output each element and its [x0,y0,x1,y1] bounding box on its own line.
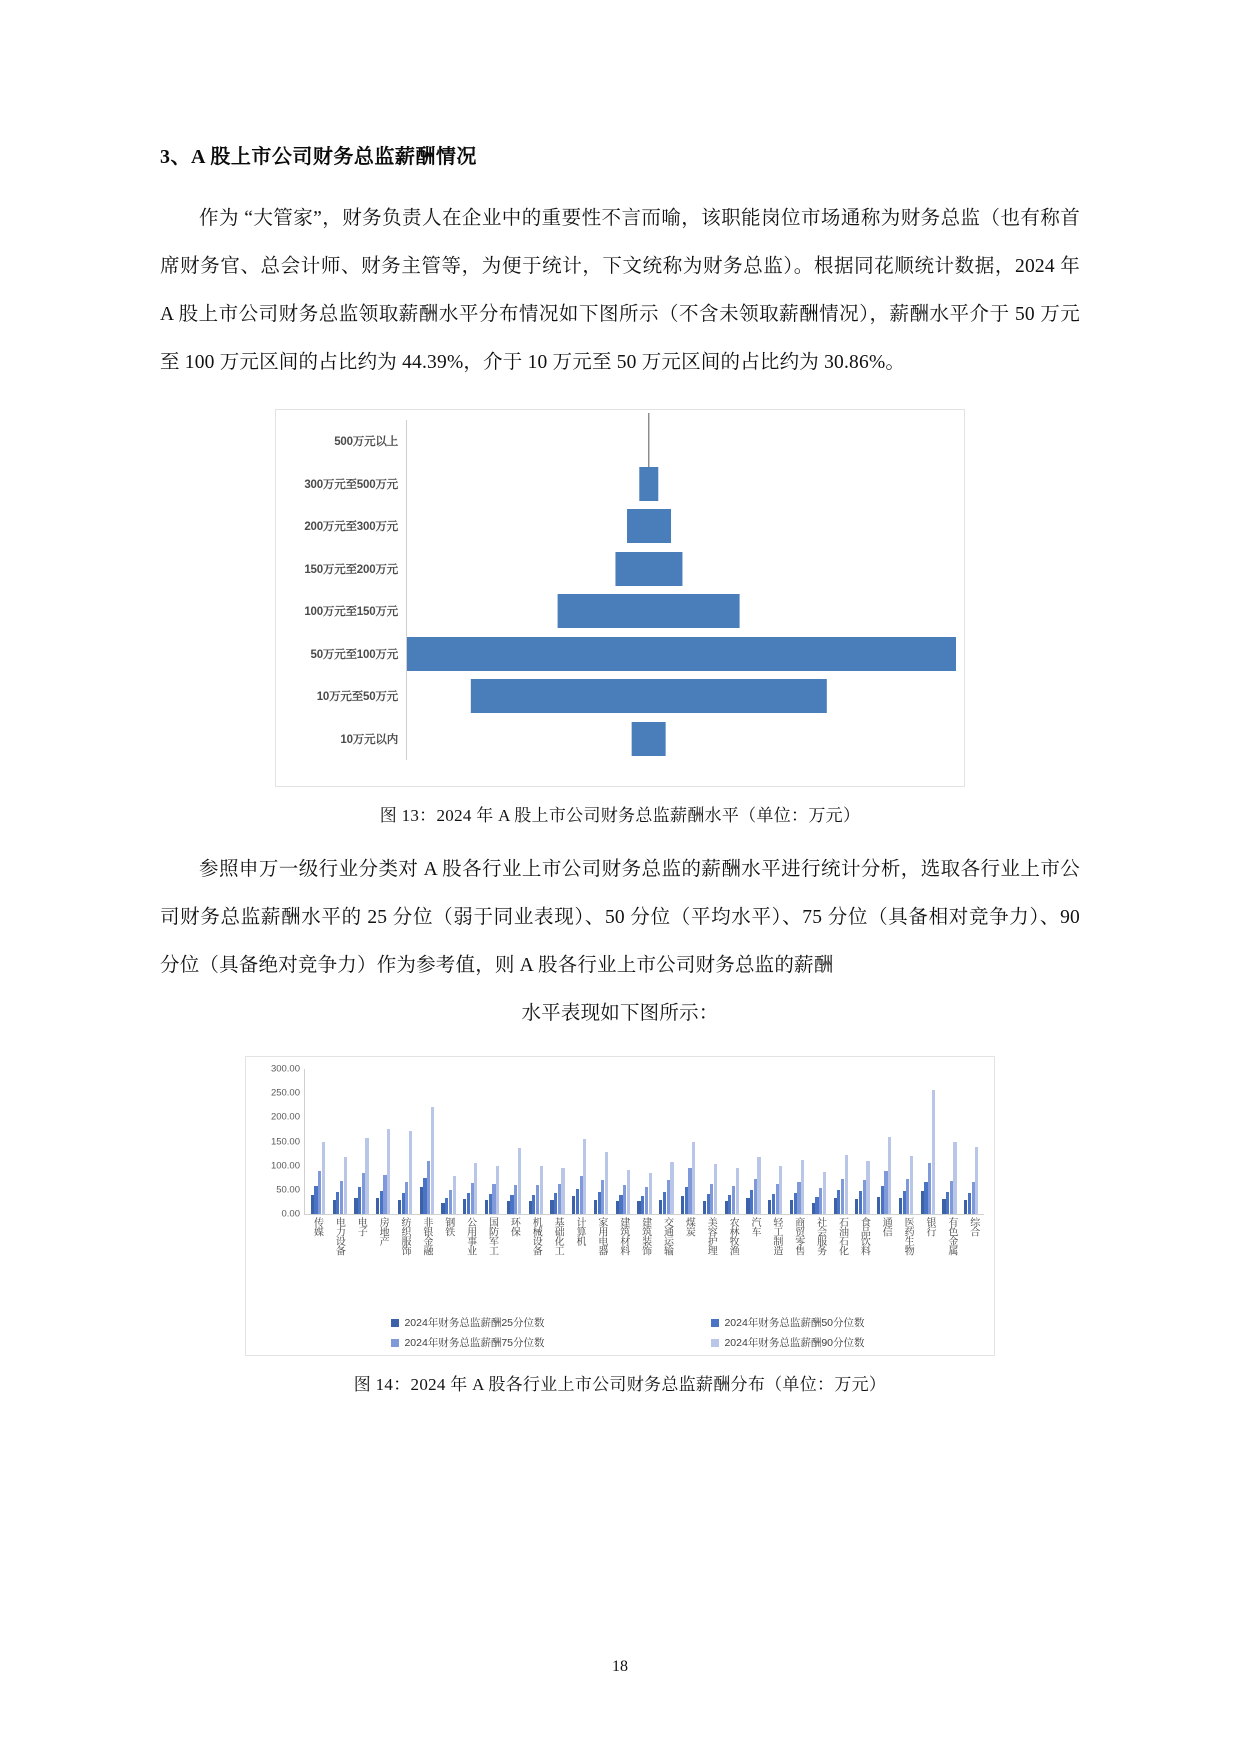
bar-group [939,1069,961,1214]
funnel-row-label: 300万元至500万元 [304,478,398,491]
x-axis-category-label: 银行 [923,1217,935,1236]
bar [453,1176,456,1214]
x-axis-category-label: 建筑材料 [617,1217,629,1255]
bar [736,1168,739,1214]
funnel-row-plot [406,718,956,761]
bar [583,1139,586,1214]
funnel-bar [615,552,682,586]
x-axis-category-label: 美容护理 [705,1217,717,1255]
bar-group [394,1069,416,1214]
x-axis-category-label: 传媒 [311,1217,323,1236]
x-axis-category-label: 有色金属 [945,1217,957,1255]
bar [409,1131,412,1214]
funnel-bar [470,679,826,713]
legend-label: 2024年财务总监薪酬50分位数 [724,1317,865,1329]
funnel-bar [631,722,666,756]
bar-group [764,1069,786,1214]
bar [975,1147,978,1214]
bar-group [416,1069,438,1214]
y-axis-tick-label: 200.00 [270,1111,300,1123]
bar [540,1166,543,1214]
figure-14-container [160,1056,1080,1356]
funnel-row [286,718,956,761]
bar-group [612,1069,634,1214]
paragraph-2: 参照申万一级行业分类对 A 股各行业上市公司财务总监的薪酬水平进行统计分析，选取各行业上市公司财务总监薪酬水平的 25 分位（弱于同业表现）、50 分位（平均水平）、75 分位（具备相对竞争力）、90 分位（具备绝对竞争力）作为参考值，则 A 股各行业上市公司财务总监的薪酬 [160,859,1080,976]
x-axis-category-label: 钢铁 [442,1217,454,1236]
x-axis-category-label: 计算机 [573,1217,585,1246]
x-axis-category-label: 轻工制造 [770,1217,782,1255]
bar-group [503,1069,525,1214]
y-axis-tick-label: 50.00 [276,1184,300,1196]
bar-group [438,1069,460,1214]
bar-group [786,1069,808,1214]
bar-group [547,1069,569,1214]
x-axis-category-label: 综合 [967,1217,979,1236]
bar-group [481,1069,503,1214]
bar [888,1137,891,1214]
x-axis-category-label: 电力设备 [333,1217,345,1255]
bar [627,1170,630,1214]
legend-item [308,1335,628,1350]
x-axis-category-label: 建筑装饰 [639,1217,651,1255]
paragraph-1: 作为 “大管家”，财务负责人在企业中的重要性不言而喻，该职能岗位市场通称为财务总监（也有称首席财务官、总会计师、财务主管等，为便于统计，下文统称为财务总监）。根据同花顺统计数据，2024 年 A 股上市公司财务总监领取薪酬水平分布情况如下图所示（不含未领取薪酬情况），薪酬水平介于 50 万元至 100 万元区间的占比约为 44.39%，介于 10 万元至 50 万元区间的占比约为 30.86%。 [160,208,1080,373]
bar [910,1156,913,1214]
figure-14-legend [308,1315,948,1350]
bar [779,1166,782,1214]
bar-group [743,1069,765,1214]
bar-group [808,1069,830,1214]
x-axis-category-label: 基础化工 [552,1217,564,1255]
bar-group [677,1069,699,1214]
x-axis-category-label: 纺织服饰 [398,1217,410,1255]
x-axis-category-label: 公用事业 [464,1217,476,1255]
bar-group [459,1069,481,1214]
bar-group [525,1069,547,1214]
x-axis-category-label: 社会服务 [814,1217,826,1255]
figure-14-chart [245,1056,995,1356]
x-axis-category-label: 煤炭 [683,1217,695,1236]
bar-group [830,1069,852,1214]
bar-group [852,1069,874,1214]
x-axis-category-label: 环保 [508,1217,520,1236]
x-axis-category-label: 非银金融 [420,1217,432,1255]
bar-group [568,1069,590,1214]
bar [518,1148,521,1214]
figure-13-container [160,409,1080,787]
funnel-row-label: 100万元至150万元 [304,606,398,619]
section-title: 3、A 股上市公司财务总监薪酬情况 [160,146,477,168]
figure-13-chart [275,409,965,787]
bar [322,1142,325,1215]
x-axis-category-label: 国防军工 [486,1217,498,1255]
funnel-row [286,463,956,506]
figure-14-caption: 图 14：2024 年 A 股各行业上市公司财务总监薪酬分布（单位：万元） [353,1375,887,1394]
funnel-row-label: 200万元至300万元 [304,521,398,534]
figure-14-plot-area [270,1063,984,1220]
funnel-row-label: 10万元至50万元 [316,691,398,704]
legend-label: 2024年财务总监薪酬25分位数 [404,1317,545,1329]
figure-14-y-axis [253,1063,305,1220]
bar [953,1142,956,1215]
x-axis-category-label: 石油石化 [836,1217,848,1255]
figure-13-caption: 图 13：2024 年 A 股上市公司财务总监薪酬水平（单位：万元） [379,806,861,825]
legend-swatch [391,1339,399,1347]
funnel-bar [557,594,740,628]
bar [692,1142,695,1214]
legend-swatch [711,1319,719,1327]
x-axis-category-label: 电子 [355,1217,367,1236]
bar [670,1162,673,1214]
bar [387,1129,390,1214]
x-axis-category-label: 交通运输 [661,1217,673,1255]
legend-label: 2024年财务总监薪酬75分位数 [404,1337,545,1349]
bar [649,1173,652,1214]
bar [757,1157,760,1214]
funnel-row [286,675,956,718]
paragraph-2-tail: 水平表现如下图所示： [521,1003,719,1024]
bar [474,1163,477,1214]
funnel-bar [648,413,649,469]
bar-group [699,1069,721,1214]
bar-group [590,1069,612,1214]
bar-group [329,1069,351,1214]
bar [605,1152,608,1214]
page-content [160,140,1080,1395]
x-axis-category-label: 汽车 [748,1217,760,1236]
bar [365,1138,368,1214]
funnel-row [286,420,956,463]
funnel-row [286,633,956,676]
funnel-bar [407,637,956,671]
legend-item [308,1315,628,1330]
y-axis-tick-label: 250.00 [270,1087,300,1099]
bar [714,1164,717,1214]
bar [866,1161,869,1214]
bar-group [307,1069,329,1214]
funnel-bar [639,467,658,501]
funnel-row [286,590,956,633]
bar-group [372,1069,394,1214]
funnel-row-label: 500万元以上 [334,436,398,449]
funnel-row [286,505,956,548]
x-axis-category-label: 商贸零售 [792,1217,804,1255]
funnel-row-plot [406,463,956,506]
legend-swatch [711,1339,719,1347]
bar-group [917,1069,939,1214]
funnel-row-plot [406,675,956,718]
x-axis-category-label: 机械设备 [530,1217,542,1255]
bar [431,1107,434,1214]
funnel-row-plot [406,590,956,633]
funnel-row-plot [406,548,956,591]
bar [344,1157,347,1214]
bar [845,1155,848,1214]
funnel-row-plot [406,420,956,463]
x-axis-category-label: 通信 [880,1217,892,1236]
funnel-row-plot [406,505,956,548]
legend-item [628,1315,948,1330]
bar [801,1160,804,1214]
y-axis-tick-label: 300.00 [270,1063,300,1075]
funnel-row [286,548,956,591]
x-axis-category-label: 农林牧渔 [727,1217,739,1255]
funnel-row-label: 150万元至200万元 [304,563,398,576]
x-axis-category-label: 家用电器 [595,1217,607,1255]
bar-group [634,1069,656,1214]
bar [496,1166,499,1214]
funnel-row-label: 50万元至100万元 [310,648,398,661]
bar [561,1168,564,1214]
figure-14-x-axis-labels [306,1217,984,1309]
page-number: 18 [612,1658,628,1675]
legend-item [628,1335,948,1350]
bar-group [351,1069,373,1214]
x-axis-category-label: 医药生物 [902,1217,914,1255]
funnel-bar [627,509,671,543]
funnel-row-plot [406,633,956,676]
bar-group [895,1069,917,1214]
figure-14-bars [307,1069,982,1214]
x-axis-category-label: 食品饮料 [858,1217,870,1255]
funnel-row-label: 10万元以内 [340,733,398,746]
bar [932,1090,935,1214]
y-axis-tick-label: 100.00 [270,1160,300,1172]
legend-label: 2024年财务总监薪酬90分位数 [724,1337,865,1349]
x-axis-category-label: 房地产 [377,1217,389,1246]
legend-swatch [391,1319,399,1327]
bar [823,1172,826,1214]
bar-group [656,1069,678,1214]
y-axis-tick-label: 150.00 [270,1136,300,1147]
bar-group [873,1069,895,1214]
bar-group [960,1069,982,1214]
y-axis-tick-label: 0.00 [281,1208,300,1220]
bar-group [721,1069,743,1214]
